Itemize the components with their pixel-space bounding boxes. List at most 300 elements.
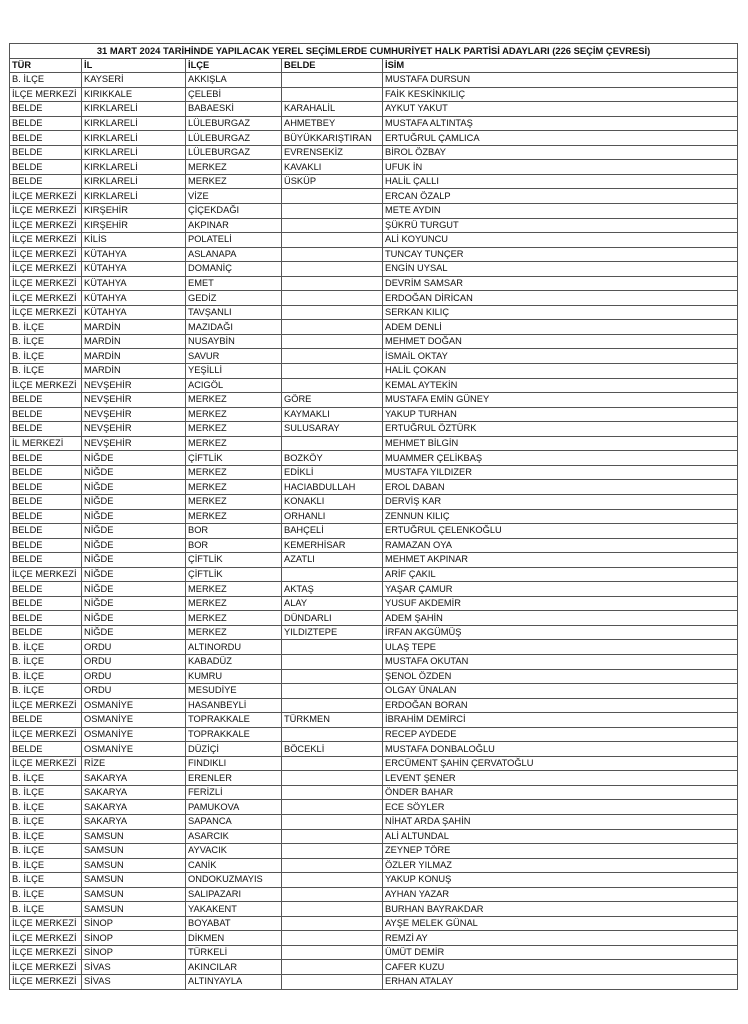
cell-ilce: MERKEZ (186, 596, 282, 611)
table-row (10, 407, 738, 422)
cell-belde: YILDIZTEPE (282, 625, 383, 640)
cell-ilce: BOR (186, 538, 282, 553)
cell-il: NİĞDE (82, 465, 186, 480)
cell-tur: BELDE (10, 524, 82, 539)
cell-tur: B. İLÇE (10, 654, 82, 669)
cell-ilce: FINDIKLI (186, 756, 282, 771)
cell-il: NİĞDE (82, 567, 186, 582)
cell-ilce: SAVUR (186, 349, 282, 364)
cell-il: SİVAS (82, 960, 186, 975)
cell-tur: B. İLÇE (10, 771, 82, 786)
column-header-belde: BELDE (282, 58, 383, 73)
cell-ilce: MAZIDAĞI (186, 320, 282, 335)
cell-il: RİZE (82, 756, 186, 771)
cell-belde (282, 262, 383, 277)
table-row (10, 524, 738, 539)
cell-ilce: YEŞİLLİ (186, 364, 282, 379)
cell-il: SAMSUN (82, 887, 186, 902)
cell-isim: YAŞAR ÇAMUR (383, 582, 738, 597)
cell-isim: İSMAİL OKTAY (383, 349, 738, 364)
cell-isim: İBRAHİM DEMİRCİ (383, 713, 738, 728)
cell-belde: KAYMAKLI (282, 407, 383, 422)
cell-ilce: MERKEZ (186, 465, 282, 480)
cell-il: KİLİS (82, 233, 186, 248)
table-row (10, 887, 738, 902)
table-row (10, 553, 738, 568)
cell-tur: İLÇE MERKEZİ (10, 378, 82, 393)
cell-ilce: MERKEZ (186, 174, 282, 189)
cell-il: SAKARYA (82, 814, 186, 829)
cell-il: SİVAS (82, 975, 186, 990)
cell-ilce: FERİZLİ (186, 785, 282, 800)
cell-tur: BELDE (10, 494, 82, 509)
cell-il: NİĞDE (82, 480, 186, 495)
cell-isim: ŞENOL ÖZDEN (383, 669, 738, 684)
cell-tur: BELDE (10, 407, 82, 422)
cell-tur: B. İLÇE (10, 902, 82, 917)
table-row (10, 334, 738, 349)
cell-isim: BİROL ÖZBAY (383, 145, 738, 160)
cell-belde (282, 975, 383, 990)
cell-ilce: YAKAKENT (186, 902, 282, 917)
cell-ilce: DOMANİÇ (186, 262, 282, 277)
cell-belde (282, 858, 383, 873)
cell-il: SAKARYA (82, 800, 186, 815)
cell-il: MARDİN (82, 334, 186, 349)
cell-belde (282, 771, 383, 786)
cell-isim: MUSTAFA EMİN GÜNEY (383, 393, 738, 408)
cell-ilce: BABAESKİ (186, 102, 282, 117)
cell-ilce: ASLANAPA (186, 247, 282, 262)
cell-tur: BELDE (10, 116, 82, 131)
cell-isim: YAKUP KONUŞ (383, 873, 738, 888)
table-row (10, 465, 738, 480)
cell-tur: İLÇE MERKEZİ (10, 189, 82, 204)
cell-isim: AYHAN YAZAR (383, 887, 738, 902)
cell-il: KÜTAHYA (82, 262, 186, 277)
cell-tur: BELDE (10, 480, 82, 495)
cell-il: NEVŞEHİR (82, 422, 186, 437)
cell-il: NEVŞEHİR (82, 378, 186, 393)
cell-belde: TÜRKMEN (282, 713, 383, 728)
cell-isim: MUSTAFA DONBALOĞLU (383, 742, 738, 757)
cell-ilce: ALTINORDU (186, 640, 282, 655)
cell-ilce: LÜLEBURGAZ (186, 145, 282, 160)
cell-belde (282, 73, 383, 88)
cell-tur: İLÇE MERKEZİ (10, 960, 82, 975)
document-title: 31 MART 2024 TARİHİNDE YAPILACAK YEREL SEÇİMLERDE CUMHURİYET HALK PARTİSİ ADAYLARI (226 SEÇİM ÇEVRESİ) (10, 44, 738, 59)
cell-ilce: ONDOKUZMAYIS (186, 873, 282, 888)
cell-ilce: DÜZİÇİ (186, 742, 282, 757)
cell-tur: İLÇE MERKEZİ (10, 916, 82, 931)
table-row (10, 654, 738, 669)
cell-isim: METE AYDIN (383, 204, 738, 219)
cell-belde: KAVAKLI (282, 160, 383, 175)
cell-il: SAKARYA (82, 771, 186, 786)
cell-tur: B. İLÇE (10, 364, 82, 379)
table-row (10, 742, 738, 757)
cell-il: SAMSUN (82, 829, 186, 844)
cell-tur: İLÇE MERKEZİ (10, 931, 82, 946)
cell-ilce: ÇİFTLİK (186, 553, 282, 568)
cell-ilce: MESUDİYE (186, 684, 282, 699)
table-row (10, 276, 738, 291)
cell-belde: AHMETBEY (282, 116, 383, 131)
cell-belde: GÖRE (282, 393, 383, 408)
cell-isim: ERHAN ATALAY (383, 975, 738, 990)
cell-tur: B. İLÇE (10, 684, 82, 699)
table-row (10, 291, 738, 306)
cell-il: ORDU (82, 684, 186, 699)
cell-ilce: MERKEZ (186, 160, 282, 175)
table-row (10, 931, 738, 946)
cell-tur: B. İLÇE (10, 814, 82, 829)
cell-ilce: ÇİÇEKDAĞI (186, 204, 282, 219)
cell-belde (282, 756, 383, 771)
cell-il: KÜTAHYA (82, 291, 186, 306)
cell-tur: B. İLÇE (10, 887, 82, 902)
cell-belde (282, 785, 383, 800)
table-row (10, 975, 738, 990)
cell-isim: UFUK İN (383, 160, 738, 175)
cell-belde (282, 204, 383, 219)
cell-il: SAKARYA (82, 785, 186, 800)
cell-belde (282, 887, 383, 902)
cell-il: KIRIKKALE (82, 87, 186, 102)
table-row (10, 582, 738, 597)
cell-ilce: PAMUKOVA (186, 800, 282, 815)
cell-tur: İLÇE MERKEZİ (10, 756, 82, 771)
cell-ilce: KABADÜZ (186, 654, 282, 669)
cell-tur: BELDE (10, 131, 82, 146)
cell-il: MARDİN (82, 349, 186, 364)
table-row (10, 218, 738, 233)
cell-ilce: MERKEZ (186, 422, 282, 437)
table-row (10, 873, 738, 888)
cell-tur: BELDE (10, 145, 82, 160)
table-row (10, 829, 738, 844)
cell-belde (282, 814, 383, 829)
cell-il: NİĞDE (82, 553, 186, 568)
table-row (10, 785, 738, 800)
cell-ilce: ALTINYAYLA (186, 975, 282, 990)
cell-isim: RAMAZAN OYA (383, 538, 738, 553)
cell-belde (282, 684, 383, 699)
cell-ilce: BOYABAT (186, 916, 282, 931)
cell-ilce: ASARCIK (186, 829, 282, 844)
cell-il: KIRKLARELİ (82, 160, 186, 175)
cell-ilce: TAVŞANLI (186, 305, 282, 320)
cell-belde: AKTAŞ (282, 582, 383, 597)
cell-isim: ÖZLER YILMAZ (383, 858, 738, 873)
cell-il: NİĞDE (82, 538, 186, 553)
cell-il: SİNOP (82, 916, 186, 931)
cell-isim: ZEYNEP TÖRE (383, 844, 738, 859)
cell-belde (282, 378, 383, 393)
cell-ilce: MERKEZ (186, 494, 282, 509)
table-row (10, 567, 738, 582)
column-header-tur: TÜR (10, 58, 82, 73)
table-row (10, 422, 738, 437)
cell-isim: İRFAN AKGÜMÜŞ (383, 625, 738, 640)
cell-il: KIRKLARELİ (82, 174, 186, 189)
column-header-il: İL (82, 58, 186, 73)
cell-belde (282, 291, 383, 306)
cell-il: KIRŞEHİR (82, 204, 186, 219)
cell-il: NİĞDE (82, 582, 186, 597)
table-row (10, 902, 738, 917)
cell-belde (282, 931, 383, 946)
cell-belde: HACIABDULLAH (282, 480, 383, 495)
cell-ilce: MERKEZ (186, 611, 282, 626)
cell-tur: BELDE (10, 451, 82, 466)
cell-isim: DERVİŞ KAR (383, 494, 738, 509)
cell-tur: İLÇE MERKEZİ (10, 975, 82, 990)
cell-il: OSMANİYE (82, 742, 186, 757)
cell-belde (282, 960, 383, 975)
cell-tur: B. İLÇE (10, 844, 82, 859)
cell-belde: EDİKLİ (282, 465, 383, 480)
cell-tur: B. İLÇE (10, 785, 82, 800)
table-row (10, 436, 738, 451)
cell-isim: REMZİ AY (383, 931, 738, 946)
cell-isim: OLGAY ÜNALAN (383, 684, 738, 699)
cell-ilce: ERENLER (186, 771, 282, 786)
cell-tur: BELDE (10, 742, 82, 757)
table-row (10, 669, 738, 684)
table-row (10, 451, 738, 466)
candidate-table (9, 43, 738, 990)
cell-belde (282, 669, 383, 684)
cell-il: NİĞDE (82, 494, 186, 509)
cell-isim: ÜMÜT DEMİR (383, 945, 738, 960)
cell-ilce: LÜLEBURGAZ (186, 116, 282, 131)
cell-tur: BELDE (10, 393, 82, 408)
cell-ilce: CANİK (186, 858, 282, 873)
cell-isim: LEVENT ŞENER (383, 771, 738, 786)
cell-tur: B. İLÇE (10, 800, 82, 815)
cell-ilce: MERKEZ (186, 582, 282, 597)
cell-belde: BOZKÖY (282, 451, 383, 466)
cell-belde: ALAY (282, 596, 383, 611)
cell-belde: DÜNDARLI (282, 611, 383, 626)
cell-isim: ŞÜKRÜ TURGUT (383, 218, 738, 233)
cell-il: MARDİN (82, 364, 186, 379)
table-row (10, 844, 738, 859)
cell-tur: BELDE (10, 509, 82, 524)
cell-isim: HALİL ÇOKAN (383, 364, 738, 379)
cell-belde (282, 276, 383, 291)
cell-isim: ARİF ÇAKIL (383, 567, 738, 582)
cell-tur: İLÇE MERKEZİ (10, 291, 82, 306)
cell-ilce: GEDİZ (186, 291, 282, 306)
cell-tur: BELDE (10, 538, 82, 553)
table-row (10, 640, 738, 655)
cell-isim: ALİ KOYUNCU (383, 233, 738, 248)
table-row (10, 480, 738, 495)
cell-tur: BELDE (10, 625, 82, 640)
cell-ilce: TÜRKELİ (186, 945, 282, 960)
cell-ilce: AYVACIK (186, 844, 282, 859)
cell-isim: MEHMET BİLGİN (383, 436, 738, 451)
cell-isim: MUSTAFA ALTINTAŞ (383, 116, 738, 131)
table-row (10, 858, 738, 873)
cell-il: MARDİN (82, 320, 186, 335)
cell-tur: İLÇE MERKEZİ (10, 233, 82, 248)
cell-il: SAMSUN (82, 858, 186, 873)
cell-isim: ULAŞ TEPE (383, 640, 738, 655)
cell-belde (282, 567, 383, 582)
cell-ilce: ÇİFTLİK (186, 567, 282, 582)
cell-ilce: AKKIŞLA (186, 73, 282, 88)
cell-ilce: ÇİFTLİK (186, 451, 282, 466)
cell-ilce: TOPRAKKALE (186, 713, 282, 728)
cell-belde: BÜYÜKKARIŞTIRAN (282, 131, 383, 146)
cell-ilce: ACIGÖL (186, 378, 282, 393)
cell-tur: BELDE (10, 174, 82, 189)
table-row (10, 116, 738, 131)
table-row (10, 916, 738, 931)
cell-tur: İLÇE MERKEZİ (10, 727, 82, 742)
cell-tur: B. İLÇE (10, 334, 82, 349)
cell-tur: İLÇE MERKEZİ (10, 567, 82, 582)
cell-isim: HALİL ÇALLI (383, 174, 738, 189)
cell-il: ORDU (82, 640, 186, 655)
cell-il: ORDU (82, 669, 186, 684)
cell-isim: ERDOĞAN DİRİCAN (383, 291, 738, 306)
cell-belde (282, 305, 383, 320)
cell-ilce: VİZE (186, 189, 282, 204)
cell-tur: İLÇE MERKEZİ (10, 247, 82, 262)
table-row (10, 756, 738, 771)
table-row (10, 262, 738, 277)
table-row (10, 145, 738, 160)
cell-il: KAYSERİ (82, 73, 186, 88)
table-row (10, 233, 738, 248)
table-row (10, 945, 738, 960)
cell-isim: ERCAN ÖZALP (383, 189, 738, 204)
cell-belde (282, 902, 383, 917)
cell-isim: AYŞE MELEK GÜNAL (383, 916, 738, 931)
cell-isim: KEMAL AYTEKİN (383, 378, 738, 393)
cell-isim: ZENNUN KILIÇ (383, 509, 738, 524)
cell-belde (282, 654, 383, 669)
table-row (10, 102, 738, 117)
cell-il: SAMSUN (82, 844, 186, 859)
cell-il: KIRKLARELİ (82, 131, 186, 146)
cell-belde: ORHANLI (282, 509, 383, 524)
cell-il: NEVŞEHİR (82, 436, 186, 451)
table-row (10, 160, 738, 175)
cell-il: ORDU (82, 654, 186, 669)
cell-tur: İLÇE MERKEZİ (10, 305, 82, 320)
table-body (10, 73, 738, 989)
cell-belde: KEMERHİSAR (282, 538, 383, 553)
cell-isim: TUNCAY TUNÇER (383, 247, 738, 262)
cell-isim: ERDOĞAN BORAN (383, 698, 738, 713)
table-row (10, 538, 738, 553)
cell-il: NİĞDE (82, 509, 186, 524)
cell-belde (282, 320, 383, 335)
cell-tur: BELDE (10, 422, 82, 437)
table-row (10, 87, 738, 102)
candidate-list-document (9, 43, 737, 990)
cell-isim: ADEM ŞAHİN (383, 611, 738, 626)
cell-isim: FAİK KESKİNKILIÇ (383, 87, 738, 102)
cell-ilce: SAPANCA (186, 814, 282, 829)
cell-isim: ERTUĞRUL ÖZTÜRK (383, 422, 738, 437)
cell-belde (282, 233, 383, 248)
cell-ilce: NUSAYBİN (186, 334, 282, 349)
cell-ilce: TOPRAKKALE (186, 727, 282, 742)
cell-belde (282, 829, 383, 844)
cell-tur: İLÇE MERKEZİ (10, 87, 82, 102)
table-row (10, 73, 738, 88)
cell-belde (282, 698, 383, 713)
cell-tur: BELDE (10, 611, 82, 626)
cell-tur: İLÇE MERKEZİ (10, 276, 82, 291)
cell-belde: EVRENSEKİZ (282, 145, 383, 160)
table-row (10, 364, 738, 379)
cell-il: OSMANİYE (82, 698, 186, 713)
title-row (10, 44, 738, 59)
cell-tur: İLÇE MERKEZİ (10, 945, 82, 960)
cell-belde (282, 873, 383, 888)
cell-belde: ÜSKÜP (282, 174, 383, 189)
cell-belde (282, 334, 383, 349)
table-row (10, 494, 738, 509)
cell-il: KIRKLARELİ (82, 102, 186, 117)
table-row (10, 189, 738, 204)
cell-belde (282, 640, 383, 655)
cell-tur: B. İLÇE (10, 829, 82, 844)
cell-tur: İLÇE MERKEZİ (10, 262, 82, 277)
cell-isim: DEVRİM SAMSAR (383, 276, 738, 291)
cell-il: KIRKLARELİ (82, 145, 186, 160)
cell-belde (282, 916, 383, 931)
table-row (10, 960, 738, 975)
cell-ilce: AKINCILAR (186, 960, 282, 975)
cell-belde (282, 87, 383, 102)
cell-il: KÜTAHYA (82, 305, 186, 320)
cell-tur: B. İLÇE (10, 640, 82, 655)
table-row (10, 800, 738, 815)
table-row (10, 698, 738, 713)
cell-belde (282, 364, 383, 379)
cell-tur: BELDE (10, 465, 82, 480)
cell-belde: KONAKLI (282, 494, 383, 509)
cell-isim: MUAMMER ÇELİKBAŞ (383, 451, 738, 466)
table-row (10, 349, 738, 364)
cell-il: KÜTAHYA (82, 276, 186, 291)
cell-belde: BAHÇELİ (282, 524, 383, 539)
cell-il: OSMANİYE (82, 727, 186, 742)
cell-il: NİĞDE (82, 625, 186, 640)
cell-isim: ALİ ALTUNDAL (383, 829, 738, 844)
table-row (10, 305, 738, 320)
cell-ilce: BOR (186, 524, 282, 539)
cell-isim: MEHMET AKPINAR (383, 553, 738, 568)
table-row (10, 174, 738, 189)
cell-isim: YAKUP TURHAN (383, 407, 738, 422)
cell-isim: NİHAT ARDA ŞAHİN (383, 814, 738, 829)
header-row (10, 58, 738, 73)
cell-tur: B. İLÇE (10, 349, 82, 364)
table-row (10, 771, 738, 786)
cell-isim: ENGİN UYSAL (383, 262, 738, 277)
cell-isim: ERTUĞRUL ÇELENKOĞLU (383, 524, 738, 539)
cell-tur: İLÇE MERKEZİ (10, 698, 82, 713)
